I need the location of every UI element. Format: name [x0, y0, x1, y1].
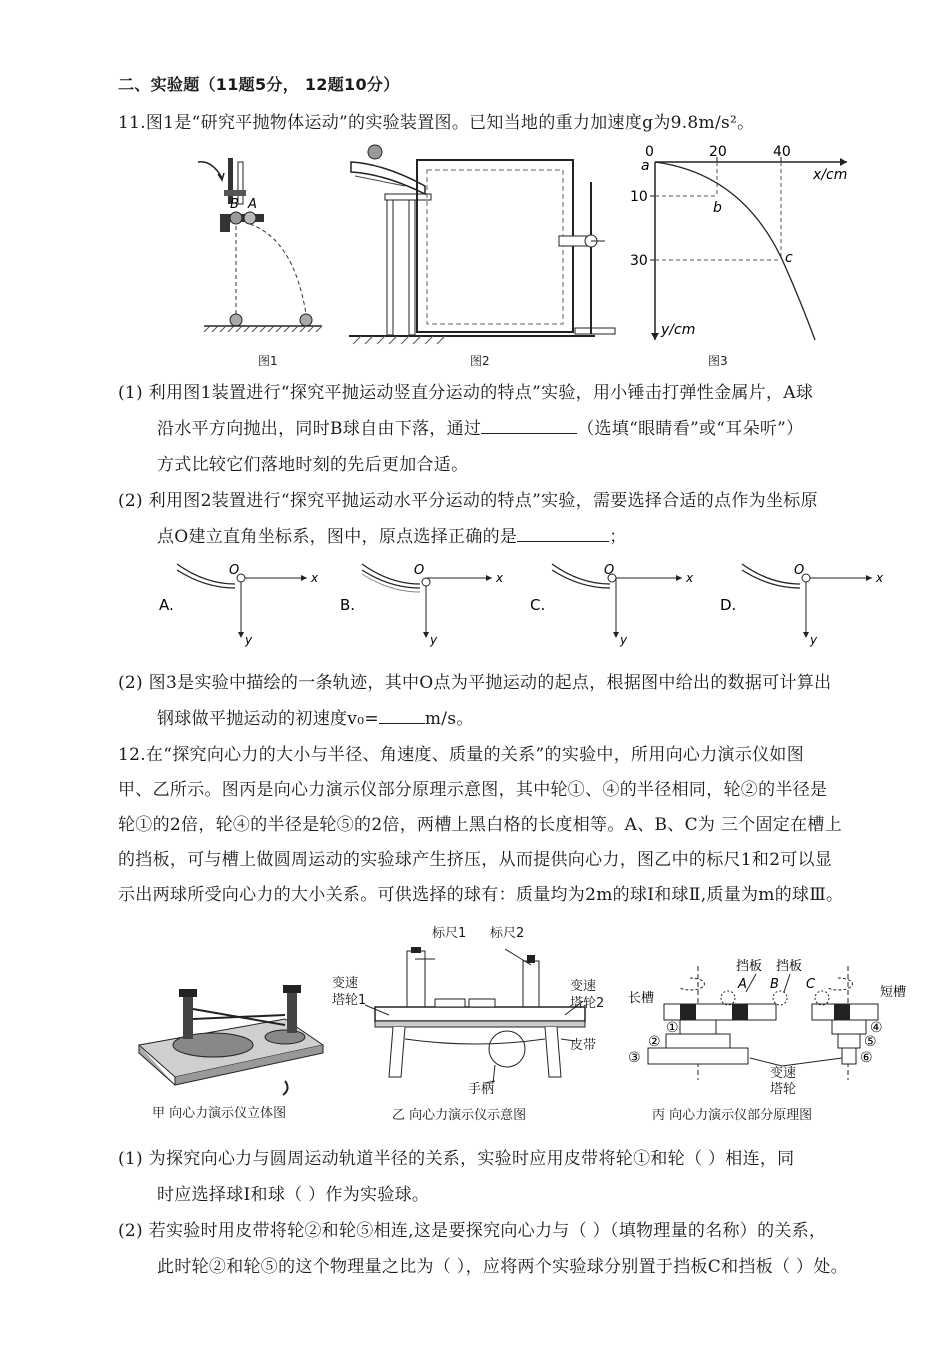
- figure-1: [190, 150, 330, 340]
- bing-label-wheel3: ③: [628, 1050, 641, 1066]
- q12-line5: 示出两球所受向心力的大小关系。可供选择的球有：质量均为2m的球Ⅰ和球Ⅱ,质量为m的球Ⅲ。: [118, 885, 844, 905]
- q11-p1-line2: 沿水平方向抛出，同时B球自由下落，通过 （选填“眼睛看”或“耳朵听”）: [157, 419, 804, 439]
- fig3-tick-y30: 30: [630, 253, 648, 269]
- opt-a-letter: A.: [159, 596, 174, 614]
- fig3-point-a: a: [641, 158, 650, 174]
- fig1-label-a: A: [248, 197, 257, 212]
- opt-a-x: x: [311, 571, 319, 585]
- bing-label-c: C: [806, 977, 816, 992]
- q11-stem: 11.图1是“研究平抛物体运动”的实验装置图。已知当地的重力加速度g为9.8m/s²。: [118, 113, 755, 133]
- bing-label-wheel5: ⑤: [864, 1034, 877, 1050]
- option-d-diagram: [720, 558, 890, 648]
- fig-jia-caption: 甲 向心力演示仪立体图: [152, 1106, 287, 1121]
- q12-p2-line1: (2) 若实验时用皮带将轮②和轮⑤相连,这是要探究向心力与（ ）（填物理量的名称）的关系，: [118, 1221, 827, 1241]
- opt-c-o: O: [604, 563, 615, 578]
- figure-2: [345, 142, 615, 347]
- opt-a-y: y: [245, 633, 253, 647]
- q12-p1-line1: (1) 为探究向心力与圆周运动轨道半径的关系，实验时应用皮带将轮①和轮（ ）相连，同: [118, 1149, 795, 1169]
- opt-b-letter: B.: [340, 596, 356, 614]
- fig-yi-caption: 乙 向心力演示仪示意图: [392, 1108, 527, 1123]
- opt-a-o: O: [229, 563, 240, 578]
- fig1-label-b: B: [230, 197, 239, 212]
- opt-c-letter: C.: [530, 596, 546, 614]
- opt-b-o: O: [414, 563, 425, 578]
- fig3-x-label: x/cm: [813, 167, 848, 183]
- option-a-diagram: [155, 558, 325, 648]
- opt-d-o: O: [794, 563, 805, 578]
- q11-p2-line1: (2) 利用图2装置进行“探究平抛运动水平分运动的特点”实验，需要选择合适的点作为坐标原: [118, 491, 818, 511]
- yi-label-handle: 手柄: [468, 1082, 495, 1097]
- bing-label-short-slot: 短槽: [880, 985, 907, 1000]
- section-title: 二、实验题（11题5分， 12题10分）: [118, 75, 400, 94]
- answer-blank-3[interactable]: [379, 709, 425, 724]
- opt-b-y: y: [430, 633, 438, 647]
- fig3-y-label: y/cm: [661, 322, 696, 338]
- bing-label-baffle-b: 挡板: [776, 959, 803, 974]
- bing-label-wheel6: ⑥: [860, 1050, 873, 1066]
- q12-line2: 甲、乙所示。图丙是向心力演示仪部分原理示意图，其中轮①、④的半径相同，轮②的半径是: [118, 780, 828, 800]
- option-b-diagram: [340, 558, 510, 648]
- fig3-tick-x20: 20: [709, 144, 727, 160]
- yi-label-ruler2: 标尺2: [490, 926, 525, 941]
- bing-label-baffle-a: 挡板: [736, 959, 763, 974]
- option-c-diagram: [530, 558, 700, 648]
- bing-label-long-slot: 长槽: [628, 991, 655, 1006]
- yi-label-tower2: 变速 塔轮2: [570, 979, 605, 1011]
- fig3-point-c: c: [785, 250, 793, 266]
- q11-p1-line3: 方式比较它们落地时刻的先后更加合适。: [157, 455, 469, 475]
- fig3-tick-x0: 0: [645, 144, 654, 160]
- figure-yi: [345, 945, 600, 1095]
- q12-p2-line2: 此时轮②和轮⑤的这个物理量之比为（ ），应将两个实验球分别置于挡板C和挡板（ ）处。: [157, 1257, 848, 1277]
- bing-label-a: A: [738, 977, 747, 992]
- q11-p3-line1: (2) 图3是实验中描绘的一条轨迹，其中O点为平抛运动的起点，根据图中给出的数据可计算出: [118, 673, 832, 693]
- yi-label-belt: 皮带: [570, 1038, 597, 1053]
- bing-label-tower: 变速 塔轮: [770, 1066, 797, 1097]
- fig3-point-b: b: [713, 200, 722, 216]
- opt-d-y: y: [810, 633, 818, 647]
- bing-label-wheel1: ①: [666, 1020, 679, 1036]
- answer-blank-1[interactable]: [481, 419, 577, 434]
- fig3-tick-y10: 10: [630, 189, 648, 205]
- q11-p2-line2: 点O建立直角坐标系，图中，原点选择正确的是 ；: [157, 527, 627, 547]
- yi-label-tower1: 变速 塔轮1: [332, 976, 367, 1008]
- opt-c-y: y: [620, 633, 628, 647]
- bing-label-wheel2: ②: [648, 1034, 661, 1050]
- q12-line3: 轮①的2倍，轮④的半径是轮⑤的2倍，两槽上黑白格的长度相等。A、B、C为 三个固定在槽上: [118, 815, 843, 835]
- fig-bing-caption: 丙 向心力演示仪部分原理图: [652, 1108, 813, 1123]
- fig3-caption: 图3: [708, 354, 728, 368]
- figure-3: [625, 140, 855, 345]
- bing-label-wheel4: ④: [870, 1020, 883, 1036]
- opt-b-x: x: [496, 571, 504, 585]
- q12-line4: 的挡板，可与槽上做圆周运动的实验球产生挤压，从而提供向心力，图乙中的标尺1和2可以显: [118, 850, 833, 870]
- bing-label-b: B: [770, 977, 779, 992]
- q11-p3-line2: 钢球做平抛运动的初速度v₀= m/s。: [157, 709, 474, 729]
- q12-line1: 12.在“探究向心力的大小与半径、角速度、质量的关系”的实验中，所用向心力演示仪如图: [118, 745, 805, 765]
- yi-label-ruler1: 标尺1: [432, 926, 467, 941]
- fig2-caption: 图2: [470, 354, 490, 368]
- figure-jia: [135, 985, 325, 1095]
- answer-blank-2[interactable]: [517, 527, 609, 542]
- opt-c-x: x: [686, 571, 694, 585]
- q11-p1-line1: (1) 利用图1装置进行“探究平抛运动竖直分运动的特点”实验，用小锤击打弹性金属片，A球: [118, 383, 814, 403]
- q12-p1-line2: 时应选择球Ⅰ和球（ ）作为实验球。: [157, 1185, 430, 1205]
- opt-d-letter: D.: [720, 596, 737, 614]
- fig1-caption: 图1: [258, 354, 278, 368]
- fig3-tick-x40: 40: [773, 144, 791, 160]
- opt-d-x: x: [876, 571, 884, 585]
